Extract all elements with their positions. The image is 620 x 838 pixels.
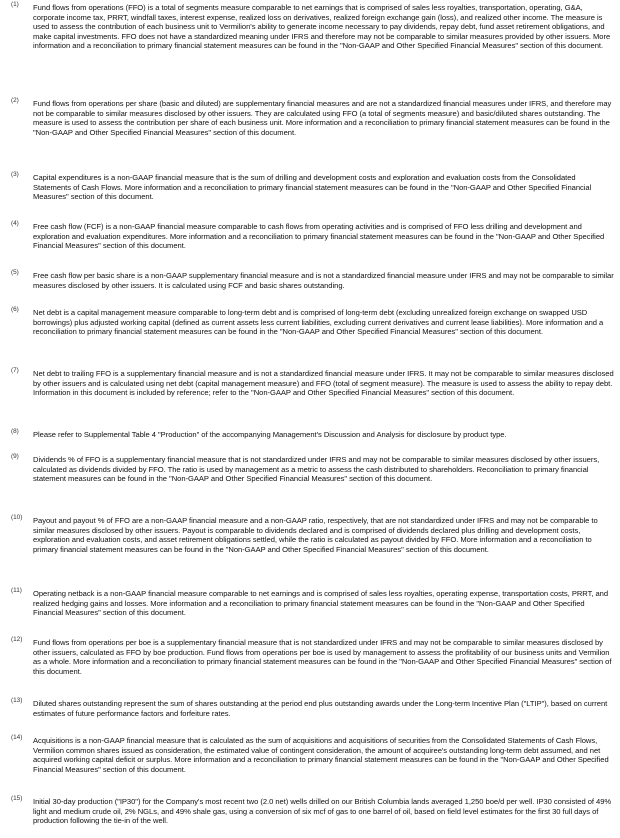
footnote-text: Acquisitions is a non-GAAP financial measure that is calculated as the sum of acquisitions and acquisitions of securities from the Consolidated Statements of Cash Flows, Vermilion common shares issued as consideration, the estimated value of contingent consideration, the amount of acquiree's outstanding long-term debt assumed, and net acquired working capital deficit or surplus. More information and a reconciliation to primary financial statement measures can be found in the "Non-GAAP and Other Specified Financial Measures" section of this document.	[33, 736, 609, 774]
footnote-text: Net debt to trailing FFO is a supplementary financial measure and is not a standardized financial measure under IFRS. It may not be comparable to similar measures disclosed by other issuers and is calculated using net debt (capital management measure) and FFO (total of segment measure). The measure is used to assess the ability to repay debt. Information in this document is included by reference; refer to the "Non-GAAP and Other Specified Financial Measures" section of this document.	[33, 369, 614, 398]
footnote-number: (13)	[11, 697, 23, 704]
footnote-text: Diluted shares outstanding represent the sum of shares outstanding at the period end plus outstanding awards under the Long-term Incentive Plan ("LTIP"), based on current estimates of future performance factors and forfeiture rates.	[33, 699, 608, 718]
footnote-number: (7)	[11, 367, 19, 374]
footnote-number: (8)	[11, 428, 19, 435]
footnote-number: (4)	[11, 220, 19, 227]
footnote-number: (11)	[11, 587, 22, 594]
footnote-number: (14)	[11, 734, 23, 741]
footnote-number: (6)	[11, 306, 19, 313]
footnote-text: Initial 30-day production ("IP30") for the Company's most recent two (2.0 net) wells drilled on our British Columbia lands averaged 1,250 boe/d per well. IP30 consisted of 49% light and medium crude oil, 2% NGLs, and 49% shale gas, using a conversion of six mcf of gas to one barrel of oil, based on field level estimates for the first 30 full days of production following the tie-in of the well.	[33, 797, 612, 826]
footnote-text: Free cash flow per basic share is a non-GAAP supplementary financial measure and is not a standardized financial measure under IFRS and may not be comparable to similar measures disclosed by other issuers. It is calculated using FCF and basic shares outstanding.	[33, 271, 614, 290]
footnote-number: (10)	[11, 514, 23, 521]
footnote-text: Fund flows from operations per share (basic and diluted) are supplementary financial measures and are not a standardized financial measures under IFRS, and therefore may not be comparable to similar measures disclosed by other issuers. They are calculated using FFO (a total of segments measure) and basic/diluted shares outstanding. The measure is used to assess the contribution per share of each business unit. More information and a reconciliation to primary financial statement measures can be found in the "Non-GAAP and Other Specified Financial Measures" section of this document.	[33, 99, 612, 137]
footnote-number: (15)	[11, 795, 23, 802]
footnote-number: (1)	[11, 1, 19, 8]
footnote-text: Fund flows from operations (FFO) is a total of segments measure comparable to net earnings that is comprised of sales less royalties, transportation, operating, G&A, corporate income tax, PRRT, windfall taxes, interest expense, realized loss on derivatives, realized foreign exchange gain (loss), and realized other income. The measure is used to assess the contribution of each business unit to Vermilion's ability to generate income necessary to pay dividends, repay debt, fund asset retirement obligations, and make capital investments. FFO does not have a standardized meaning under IFRS and therefore may not be comparable to similar measures provided by other issuers. More information and a reconciliation to primary financial statement measures can be found in the "Non-GAAP and Other Specified Financial Measures" section of this document.	[33, 3, 611, 51]
footnote-number: (5)	[11, 269, 19, 276]
footnote-text: Free cash flow (FCF) is a non-GAAP financial measure comparable to cash flows from operating activities and is comprised of FFO less drilling and development and exploration and evaluation expenditures. More information and a reconciliation to primary financial statement measures can be found in the "Non-GAAP and Other Specified Financial Measures" section of this document.	[33, 222, 605, 251]
footnote-text: Dividends % of FFO is a supplementary financial measure that is not standardized under IFRS and may not be comparable to similar measures disclosed by other issuers, calculated as dividends divided by FFO. The ratio is used by management as a metric to assess the cash distributed to shareholders. Reconciliation to primary financial statement measures can be found in the "Non-GAAP and Other Specified Financial Measures" section of this document.	[33, 455, 600, 484]
footnote-text: Net debt is a capital management measure comparable to long-term debt and is comprised of long-term debt (excluding unrealized foreign exchange on swapped USD borrowings) plus adjusted working capital (defined as current assets less current liabilities, excluding current derivatives and current lease liabilities). More information and a reconciliation to primary financial statement measures can be found in the "Non-GAAP and Other Specified Financial Measures" section of this document.	[33, 308, 604, 337]
footnote-text: Payout and payout % of FFO are a non-GAAP financial measure and a non-GAAP ratio, respectively, that are not standardized under IFRS and may not be comparable to similar measures disclosed by other issuers. Payout is comparable to dividends declared and is comprised of dividends declared plus drilling and development costs, exploration and evaluation costs, and asset retirement obligations settled, while the ratio is calculated as payout divided by FFO. More information and a reconciliation to primary financial statement measures can be found in the "Non-GAAP and Other Specified Financial Measures" section of this document.	[33, 516, 598, 554]
footnote-text: Please refer to Supplemental Table 4 "Production" of the accompanying Management's Discussion and Analysis for disclosure by product type.	[33, 430, 507, 439]
footnote-text: Capital expenditures is a non-GAAP financial measure that is the sum of drilling and development costs and exploration and evaluation costs from the Consolidated Statements of Cash Flows. More information and a reconciliation to primary financial statement measures can be found in the "Non-GAAP and Other Specified Financial Measures" section of this document.	[33, 173, 592, 202]
footnote-number: (12)	[11, 636, 23, 643]
footnote-text: Fund flows from operations per boe is a supplementary financial measure that is not standardized under IFRS and may not be comparable to similar measures disclosed by other issuers, calculated as FFO by boe production. Fund flows from operations per boe is used by management to assess the profitability of our business units and Vermilion as a whole. More information and a reconciliation to primary financial statement measures can be found in the "Non-GAAP and Other Specified Financial Measures" section of this document.	[33, 638, 612, 676]
footnote-number: (9)	[11, 453, 19, 460]
footnote-number: (3)	[11, 171, 19, 178]
footnote-text: Operating netback is a non-GAAP financial measure comparable to net earnings and is comprised of sales less royalties, operating expense, transportation costs, PRRT, and realized hedging gains and losses. More information and a reconciliation to primary financial statement measures can be found in the "Non-GAAP and Other Specified Financial Measures" section of this document.	[33, 589, 609, 618]
footnote-number: (2)	[11, 97, 19, 104]
